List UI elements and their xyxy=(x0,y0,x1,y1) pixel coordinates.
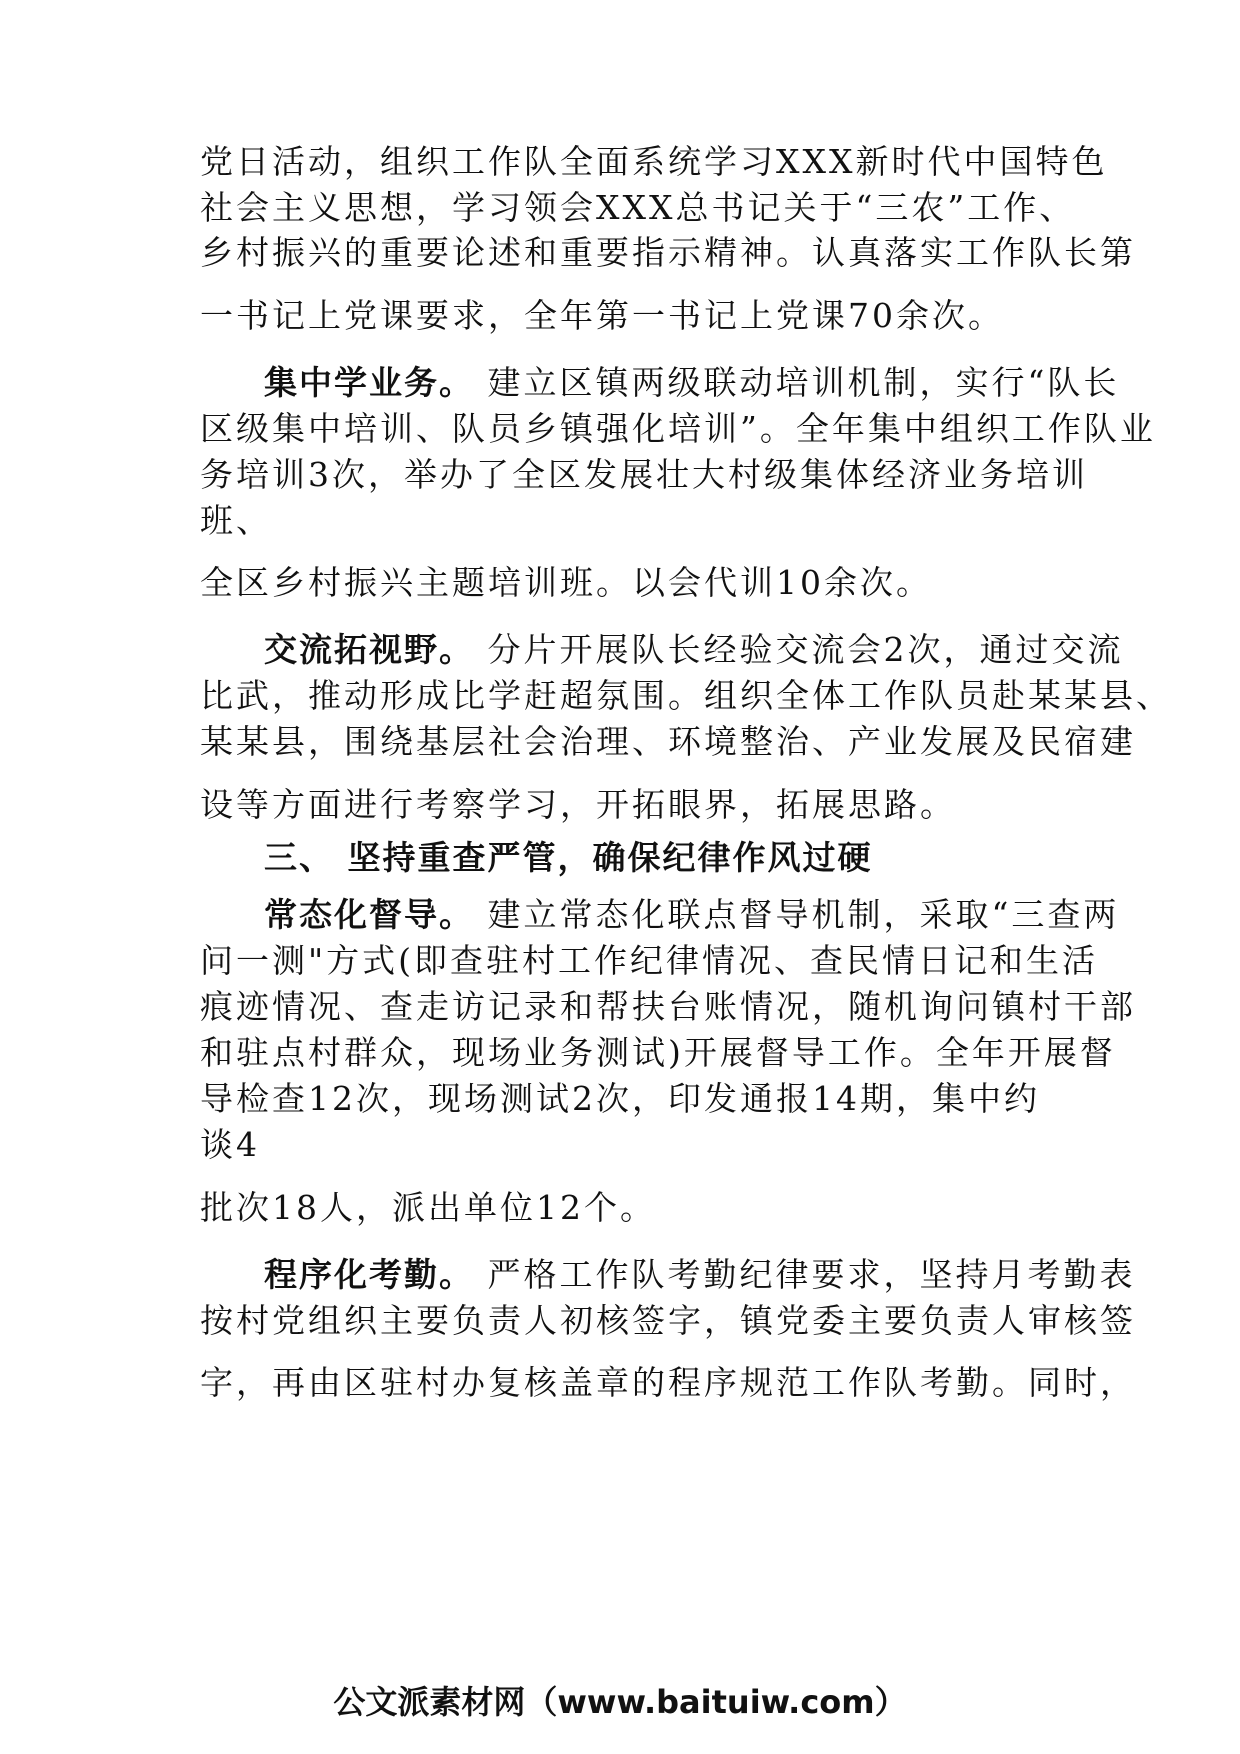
paragraph-line: 区级集中培训、队员乡镇强化培训”。全年集中组织工作队业 xyxy=(200,409,1156,448)
paragraph-line: 某某县，围绕基层社会治理、环境整治、产业发展及民宿建 xyxy=(200,722,1136,761)
paragraph-line: 全区乡村振兴主题培训班。以会代训10余次。 xyxy=(200,563,932,602)
paragraph-line: 班、 xyxy=(200,501,272,540)
paragraph-line: 批次18人，派出单位12个。 xyxy=(200,1188,656,1227)
section-text: 建立常态化联点督导机制，采取“三查两 xyxy=(487,895,1120,934)
paragraph-line: 痕迹情况、查走访记录和帮扶台账情况，随机询问镇村干部 xyxy=(200,987,1136,1026)
paragraph-line: 设等方面进行考察学习，开拓眼界，拓展思路。 xyxy=(200,785,956,824)
section-title: 常态化督导。 xyxy=(264,895,474,934)
paragraph-line: 比武，推动形成比学赶超氛围。组织全体工作队员赴某某县、 xyxy=(200,676,1172,715)
section-title: 交流拓视野。 xyxy=(264,630,474,669)
paragraph-line: 问一测"方式(即查驻村工作纪律情况、查民情日记和生活 xyxy=(200,941,1099,980)
paragraph-line: 社会主义思想，学习领会XXX总书记关于“三农”工作、 xyxy=(200,188,1076,227)
paragraph-line: 导检查12次，现场测试2次，印发通报14期，集中约 xyxy=(200,1079,1040,1118)
paragraph-line: 按村党组织主要负责人初核签字，镇党委主要负责人审核签 xyxy=(200,1301,1136,1340)
paragraph-line: 字，再由区驻村办复核盖章的程序规范工作队考勤。同时， xyxy=(200,1363,1136,1402)
section-text: 严格工作队考勤纪律要求，坚持月考勤表 xyxy=(487,1255,1136,1294)
footer-watermark: 公文派素材网（www.baituiw.com） xyxy=(333,1683,907,1721)
paragraph-line: 一书记上党课要求，全年第一书记上党课70余次。 xyxy=(200,296,1004,335)
section-text: 分片开展队长经验交流会2次，通过交流 xyxy=(487,630,1124,669)
paragraph-line xyxy=(264,361,1119,405)
paragraph-line xyxy=(264,893,1119,937)
section-title: 集中学业务。 xyxy=(264,363,474,402)
paragraph-line xyxy=(264,1253,1136,1297)
paragraph-line xyxy=(264,628,1124,672)
paragraph-line: 和驻点村群众，现场业务测试)开展督导工作。全年开展督 xyxy=(200,1033,1116,1072)
paragraph-line: 务培训3次，举办了全区发展壮大村级集体经济业务培训 xyxy=(200,455,1088,494)
paragraph-line: 乡村振兴的重要论述和重要指示精神。认真落实工作队长第 xyxy=(200,233,1136,272)
paragraph-line: 党日活动，组织工作队全面系统学习XXX新时代中国特色 xyxy=(200,142,1108,181)
section-heading: 三、 坚持重查严管，确保纪律作风过硬 xyxy=(264,838,873,877)
section-text: 建立区镇两级联动培训机制，实行“队长 xyxy=(487,363,1120,402)
paragraph-line: 谈4 xyxy=(200,1125,260,1164)
section-title: 程序化考勤。 xyxy=(264,1255,474,1294)
